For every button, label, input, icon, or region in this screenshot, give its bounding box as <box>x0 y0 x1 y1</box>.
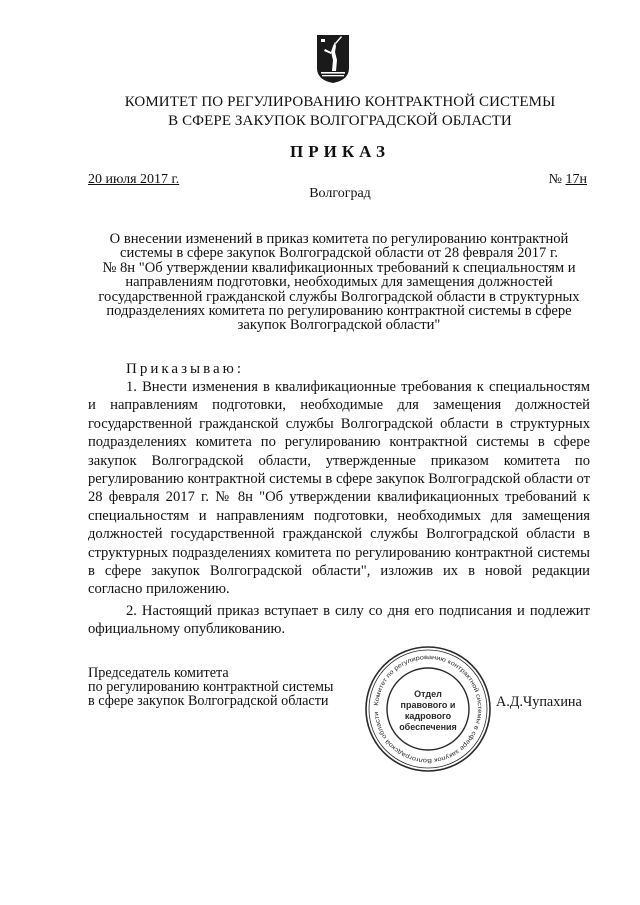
subject-line: закупок Волгоградской области" <box>237 317 441 334</box>
signatory-position <box>88 666 333 708</box>
subject-line: подразделениях комитета по регулированию контрактной системы в сфере <box>106 303 572 320</box>
header-line-1: КОМИТЕТ ПО РЕГУЛИРОВАНИЮ КОНТРАКТНОЙ СИСТЕМЫ <box>124 94 556 110</box>
document-title: ПРИКАЗ <box>290 142 390 161</box>
stamp-center-line: обеспечения <box>399 722 457 732</box>
stamp-center-line: правового и <box>400 700 456 710</box>
document-subject <box>88 232 590 333</box>
order-word: Приказываю: <box>126 361 244 377</box>
signatory-position-line: по регулированию контрактной системы <box>88 679 334 695</box>
signer-name: А.Д.Чупахина <box>496 694 582 710</box>
document-city: Волгоград <box>309 186 371 201</box>
body-paragraph-1: 1. Внести изменения в квалификационные требования к специальностям и направлениям подготовки, необходимые для замещения должностей государственной гражданской службы Волгоградской области в структурных подразделениях комитета по регулированию контрактной системы в сфере закупок Волгоградской области, утвержденные приказом комитета по регулированию контрактной системы в сфере закупок Волгоградской области от 28 февраля 2017 г. № 8н "Об утверждении квалификационных требований к специальностям и направлениям подготовки, необходимых для замещения должностей государственной гражданской службы Волгоградской области в структурных подразделениях комитета по регулированию контрактной системы в сфере закупок Волгоградской области", изложив их в новой редакции согласно приложению. <box>88 379 590 598</box>
subject-line: направлениям подготовки, необходимых для замещения должностей <box>125 274 553 291</box>
stamp-ring-text: Комитет по регулированию контрактной системы в сфере закупок Волгоградской области <box>373 653 484 765</box>
volgograd-coat-of-arms-icon <box>316 34 350 84</box>
subject-line: государственной гражданской службы Волгоградской области в структурных <box>98 288 580 305</box>
document-body <box>88 378 590 639</box>
subject-line: О внесении изменений в приказ комитета по регулированию контрактной <box>109 231 569 247</box>
official-stamp <box>364 645 492 773</box>
stamp-center-line: Отдел <box>414 689 442 699</box>
header-line-2: В СФЕРЕ ЗАКУПОК ВОЛГОГРАДСКОЙ ОБЛАСТИ <box>168 113 512 129</box>
subject-line: системы в сфере закупок Волгоградской области от 28 февраля 2017 г. <box>120 245 558 262</box>
signatory-position-line: в сфере закупок Волгоградской области <box>88 693 329 709</box>
signatory-position-line: Председатель комитета <box>88 665 229 681</box>
subject-line: № 8н "Об утверждении квалификационных требований к специальностям и <box>102 259 576 276</box>
document-number-value: 17н <box>565 172 587 187</box>
document-date: 20 июля 2017 г. <box>88 172 180 187</box>
body-paragraph-2: 2. Настоящий приказ вступает в силу со дня его подписания и подлежит официальному опубликованию. <box>88 602 590 638</box>
organization-header <box>80 93 600 131</box>
document-number-prefix: № <box>548 172 562 187</box>
stamp-center-line: кадрового <box>404 711 452 721</box>
